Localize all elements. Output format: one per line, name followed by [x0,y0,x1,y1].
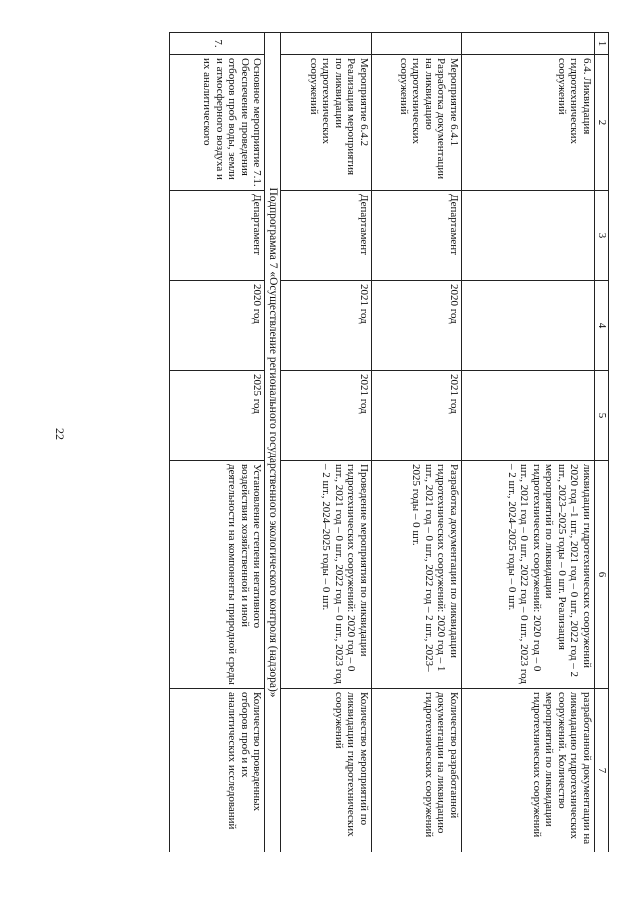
end-year-cell: 2021 год [372,371,462,461]
result-cell: ликвидации гидротехнических сооружений 2020 год –1 шт., 2021 год – 0 шт., 2022 год – 2 шт., 2023–2025 годы – 0 шт. Реализация мероприятий по ликвидации гидротехнических сооружений: 2020 год – 0 шт., 2021 год – 0 шт., 2022 год – 0 шт., 2023 год – 2 шт., 2024–2025 годы – 0 шт. [462,461,595,689]
activity-cell: 6.4. Ликвидация гидротехнических сооружений [462,55,595,191]
start-year-cell [462,281,595,371]
header-row [595,33,609,853]
table-row [372,33,462,853]
result-cell: Разработка документации по ликвидации гидротехнических сооружений: 2020 год – 1 шт., 2021 год – 0 шт., 2022 год – 2 шт., 2023–2025 годы – 0 шт. [372,461,462,689]
result-cell: Установление степени негативного воздействия хозяйственной и иной деятельности на компоненты природной среды [170,461,265,689]
executor-cell [462,191,595,281]
page-number: 22 [53,428,67,440]
document-table-region [87,32,609,852]
executor-cell: Департамент [372,191,462,281]
row-index-cell [462,33,595,55]
subprogram-row [265,33,281,853]
indicator-cell: Количество мероприятий по ликвидации гидротехнических сооружений [281,689,372,853]
executor-cell: Департамент [281,191,372,281]
header-cell-3: 3 [595,191,609,281]
header-cell-6: 6 [595,461,609,689]
end-year-cell: 2025 год [170,371,265,461]
row-index-cell [281,33,372,55]
header-cell-7: 7 [595,689,609,853]
row-number-cell: 7. [170,33,265,55]
table-row [281,33,372,853]
table-row [170,33,265,853]
table-row [462,33,595,853]
start-year-cell: 2020 год [372,281,462,371]
indicator-cell: Количество разработанной документации на ликвидацию гидротехнических сооружений [372,689,462,853]
start-year-cell: 2020 год [170,281,265,371]
header-cell-4: 4 [595,281,609,371]
rotated-table-container [87,32,609,852]
row-index-cell [372,33,462,55]
program-table [170,32,610,852]
subprogram-title: Подпрограмма 7 «Осуществление регионального государственного экологического контроля (надзора)» [265,33,281,853]
end-year-cell: 2021 год [281,371,372,461]
header-cell-2: 2 [595,55,609,191]
indicator-cell: Количество проведенных отборов проб и их аналитических исследований [170,689,265,853]
indicator-cell: разработанной документации на ликвидацию гидротехнических сооружений. Количество мероприятий по ликвидации гидротехнических сооружений [462,689,595,853]
end-year-cell [462,371,595,461]
result-cell: Проведение мероприятия по ликвидации гидротехнических сооружений: 2020 год – 0 шт., 2021 год – 0 шт., 2022 год – 0 шт., 2023 год – 2 шт., 2024–2025 годы – 0 шт. [281,461,372,689]
header-cell-5: 5 [595,371,609,461]
start-year-cell: 2021 год [281,281,372,371]
header-cell-1: 1 [595,33,609,55]
activity-cell: Мероприятие 6.4.2 Реализация мероприятия по ликвидации гидротехнических сооружений [281,55,372,191]
activity-cell: Основное мероприятие 7.1. Обеспечение проведения отборов проб воды, земли и атмосферного воздуха и их аналитического [170,55,265,191]
executor-cell: Департамент [170,191,265,281]
activity-cell: Мероприятие 6.4.1 Разработка документации на ликвидацию гидротехнических сооружений [372,55,462,191]
